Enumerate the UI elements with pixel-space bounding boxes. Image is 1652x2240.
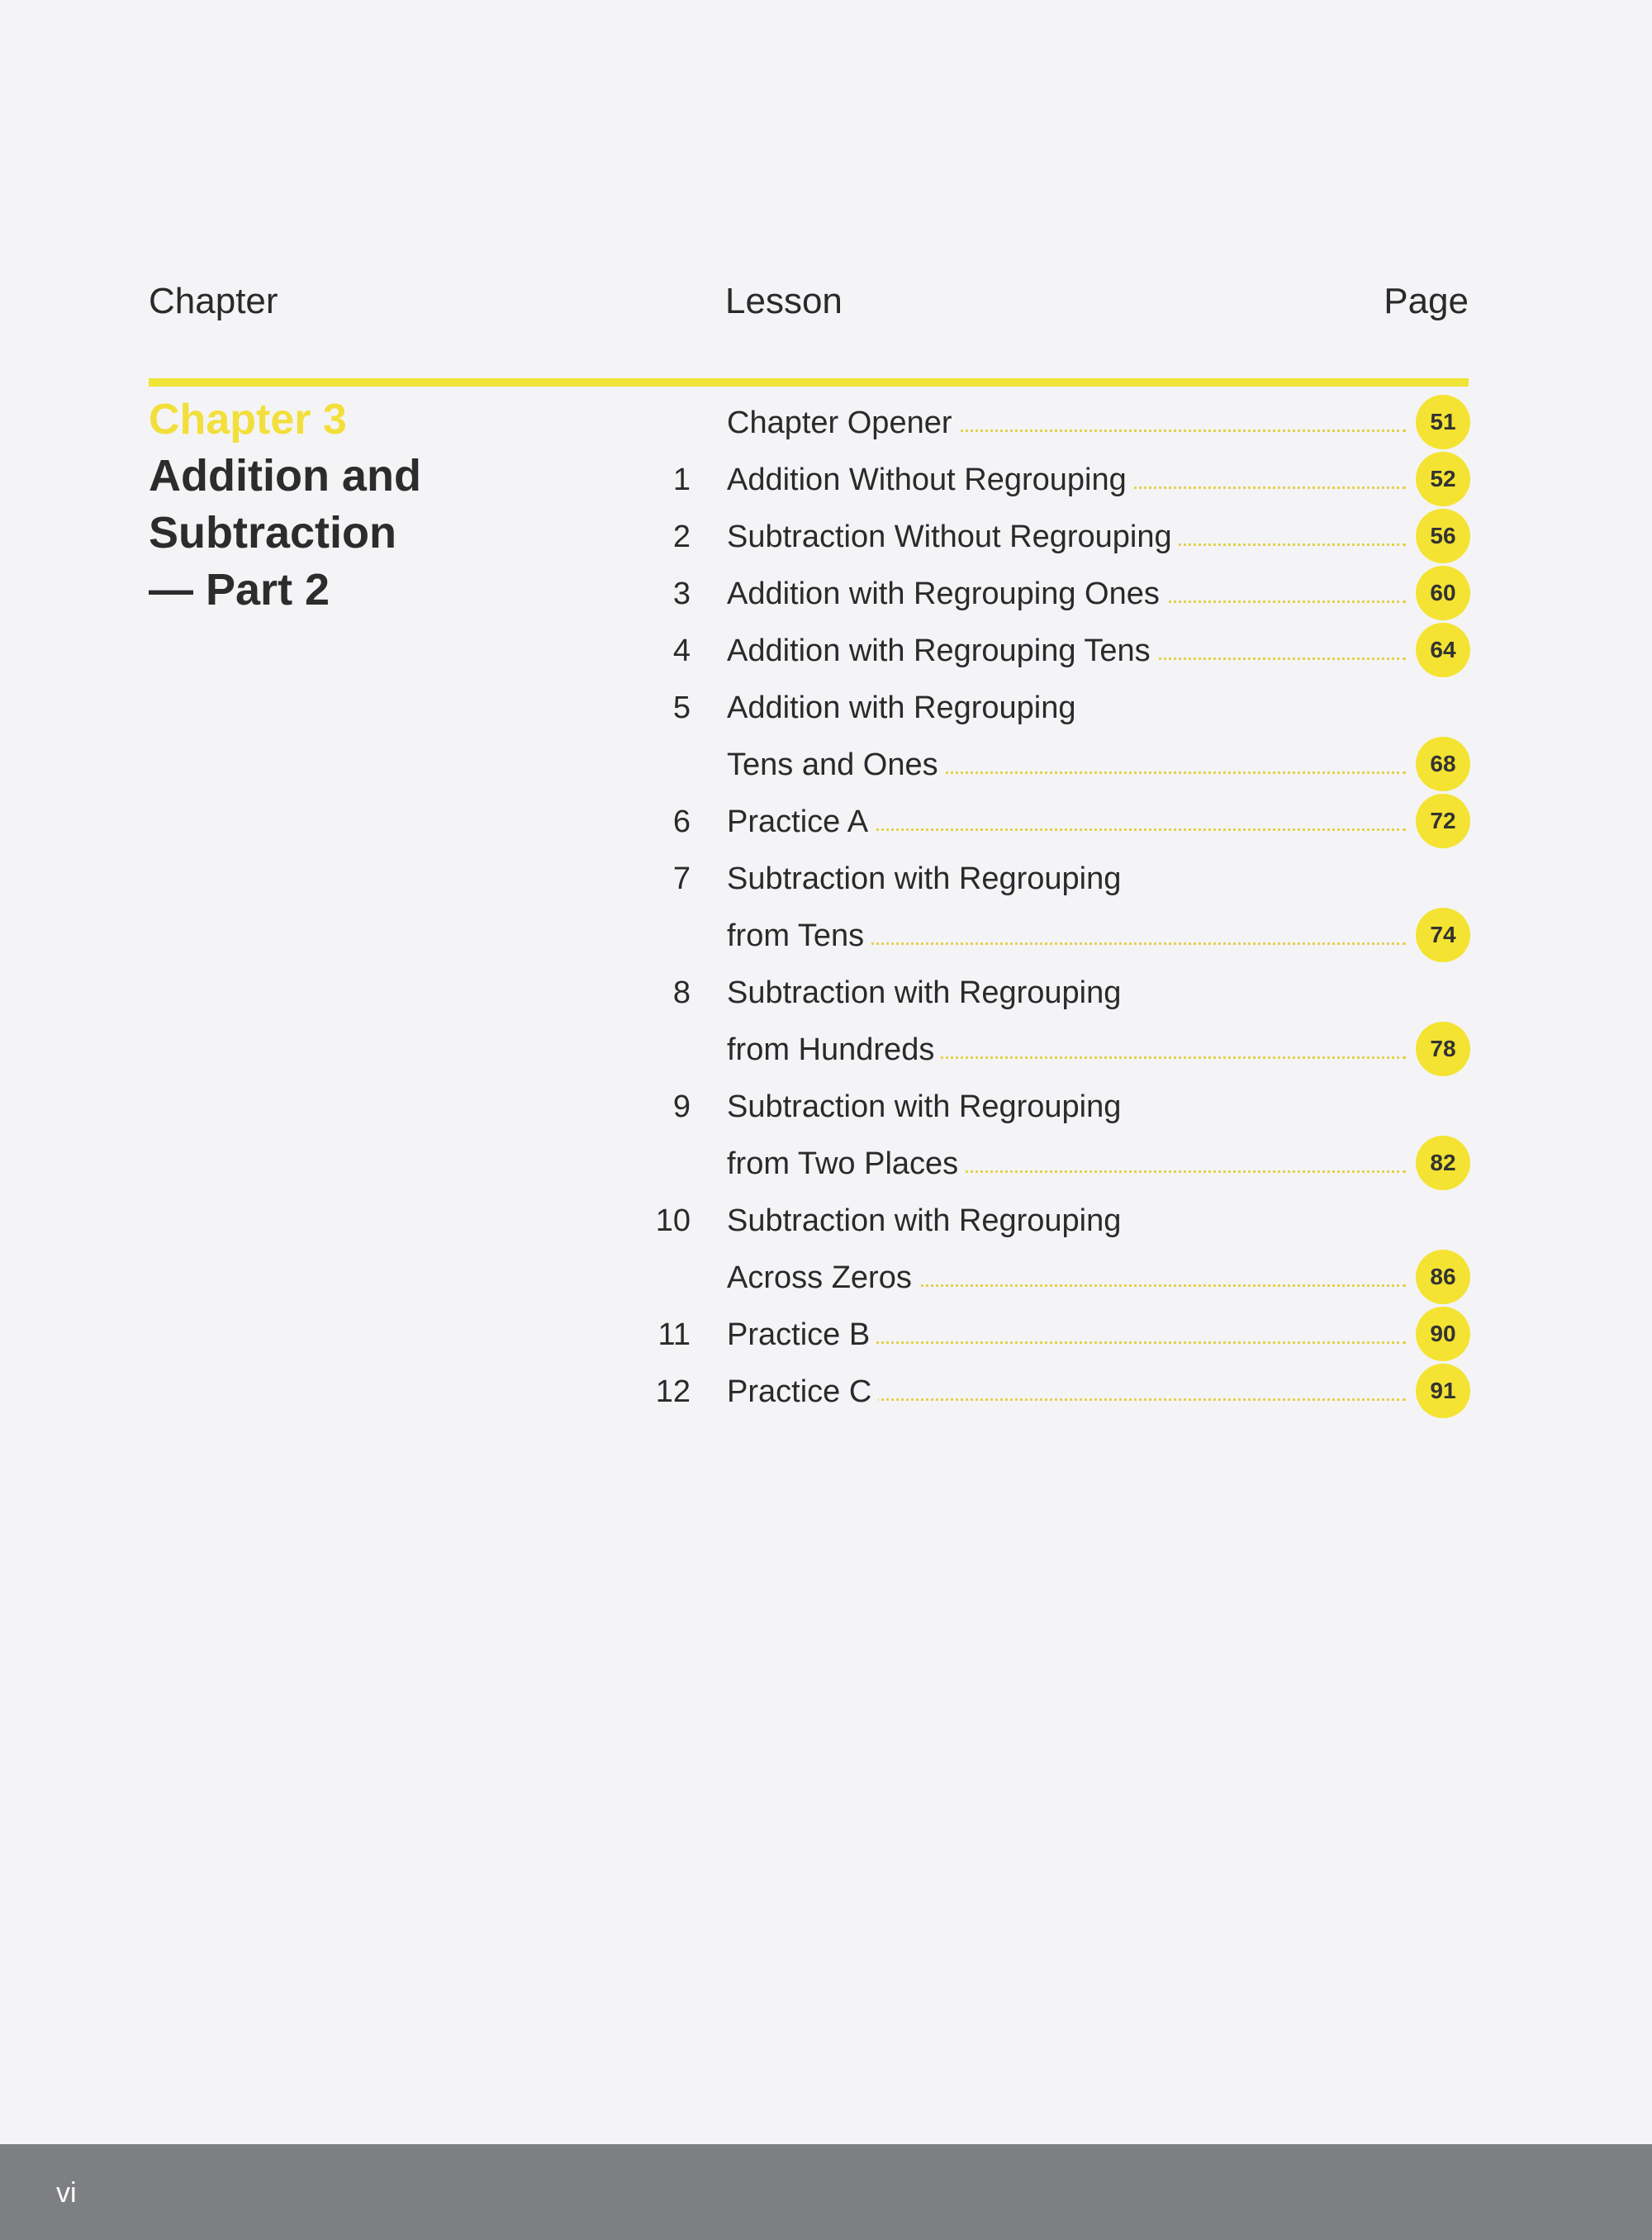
lesson-line[interactable] [644, 1310, 1470, 1360]
chapter-title-line: Subtraction [149, 508, 397, 558]
lesson-line[interactable] [644, 740, 1470, 790]
lesson-title: Subtraction with Regrouping [727, 854, 1127, 904]
lesson-title: Addition with Regrouping Ones [727, 569, 1166, 619]
lesson-number: 11 [657, 1317, 691, 1352]
chapter-label: Chapter 3 [149, 396, 347, 444]
page-number-badge: 86 [1416, 1250, 1470, 1304]
lesson-line[interactable] [644, 683, 1470, 733]
lesson-number: 6 [672, 804, 691, 839]
lesson-line[interactable] [644, 968, 1470, 1018]
lesson-title: Addition Without Regrouping [727, 455, 1133, 505]
page-folio: vi [56, 2177, 77, 2209]
lesson-number: 8 [672, 975, 691, 1010]
lesson-title: Practice C [727, 1367, 878, 1417]
lesson-number: 4 [672, 634, 691, 668]
lesson-title: from Hundreds [727, 1025, 941, 1075]
lesson-line[interactable] [644, 1196, 1470, 1246]
column-header-lesson: Lesson [725, 281, 843, 321]
page-number-badge: 60 [1416, 566, 1470, 620]
lesson-line[interactable] [644, 1025, 1470, 1075]
page-number-badge: 74 [1416, 908, 1470, 962]
lesson-number: 12 [655, 1374, 691, 1409]
chapter-title-line: — Part 2 [149, 565, 330, 615]
lesson-line[interactable] [644, 854, 1470, 904]
lesson-number: 10 [655, 1203, 691, 1238]
column-header-chapter: Chapter [149, 281, 278, 321]
lesson-title: Subtraction with Regrouping [727, 968, 1127, 1018]
lesson-number: 3 [672, 577, 691, 611]
lesson-line[interactable] [644, 455, 1470, 505]
lesson-title: Subtraction with Regrouping [727, 1196, 1127, 1246]
lesson-title: Subtraction with Regrouping [727, 1082, 1127, 1132]
lesson-line[interactable] [644, 398, 1470, 448]
chapter-title [149, 448, 578, 619]
lesson-line[interactable] [644, 1253, 1470, 1303]
footer-bar [0, 2144, 1652, 2240]
page-number-badge: 82 [1416, 1136, 1470, 1190]
lesson-title: Chapter Opener [727, 398, 959, 448]
page-number-badge: 68 [1416, 737, 1470, 791]
lesson-number: 7 [672, 861, 691, 896]
lesson-title: from Two Places [727, 1139, 965, 1189]
lesson-title: Across Zeros [727, 1253, 919, 1303]
lesson-number: 9 [672, 1089, 691, 1124]
lesson-title: from Tens [727, 911, 871, 961]
lesson-title: Tens and Ones [727, 740, 945, 790]
chapter-title-line: Addition and [149, 451, 421, 501]
page-number-badge: 91 [1416, 1364, 1470, 1418]
lesson-title: Addition with Regrouping [727, 683, 1083, 733]
page-number-badge: 72 [1416, 794, 1470, 848]
lesson-line[interactable] [644, 626, 1470, 676]
lesson-line[interactable] [644, 1367, 1470, 1417]
page-number-badge: 56 [1416, 509, 1470, 563]
page-number-badge: 90 [1416, 1307, 1470, 1361]
lesson-number: 2 [672, 520, 691, 554]
lesson-line[interactable] [644, 1082, 1470, 1132]
lesson-title: Subtraction Without Regrouping [727, 512, 1179, 562]
lesson-line[interactable] [644, 797, 1470, 847]
page-number-badge: 78 [1416, 1022, 1470, 1076]
page-number-badge: 64 [1416, 623, 1470, 677]
lesson-line[interactable] [644, 512, 1470, 562]
lesson-title: Practice A [727, 797, 875, 847]
lesson-title: Addition with Regrouping Tens [727, 626, 1157, 676]
lesson-line[interactable] [644, 569, 1470, 619]
lesson-title: Practice B [727, 1310, 876, 1360]
page-number-badge: 51 [1416, 395, 1470, 449]
lesson-number: 1 [672, 463, 691, 497]
column-header-page: Page [1384, 281, 1469, 321]
lesson-line[interactable] [644, 911, 1470, 961]
header-divider [149, 378, 1469, 387]
page-number-badge: 52 [1416, 452, 1470, 506]
lesson-number: 5 [672, 691, 691, 725]
lesson-line[interactable] [644, 1139, 1470, 1189]
